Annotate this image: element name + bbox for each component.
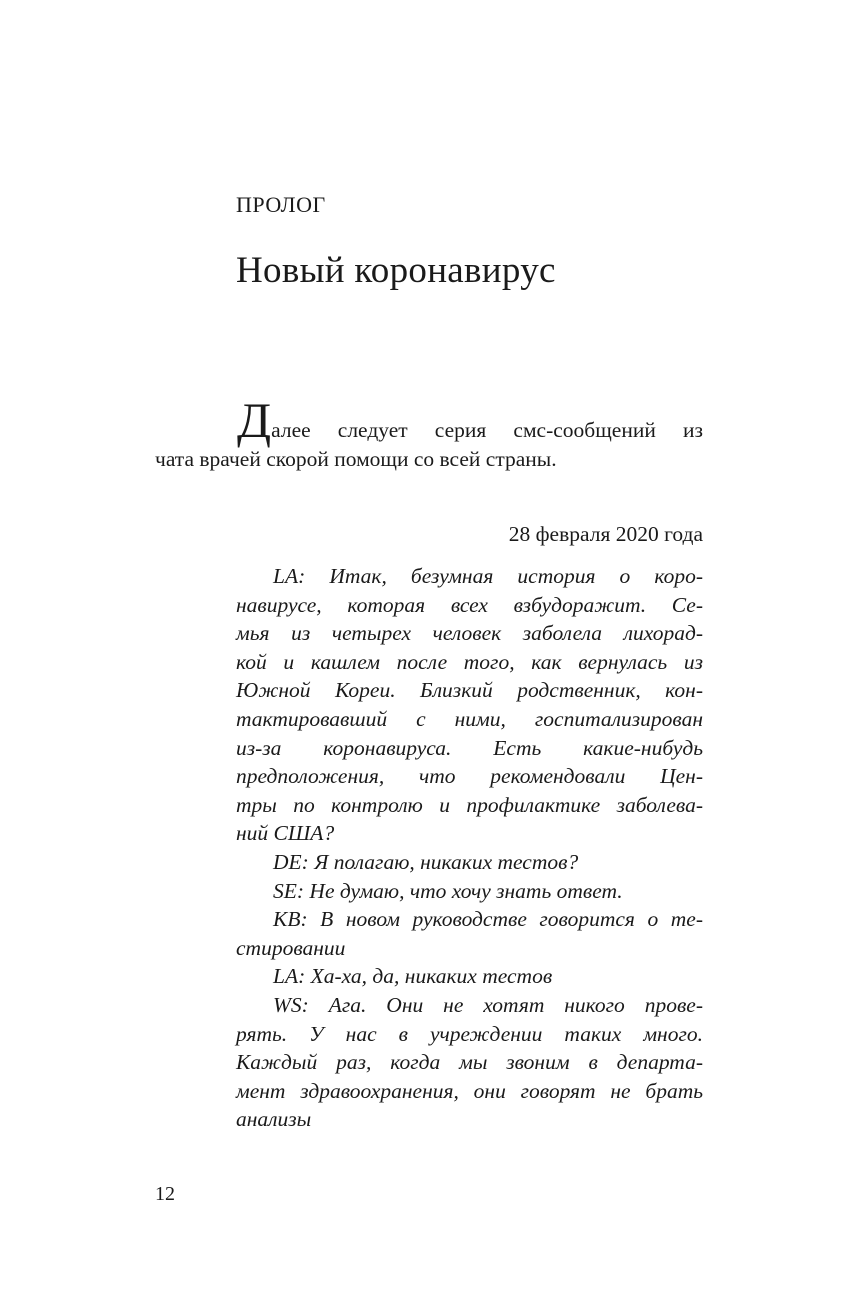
chat-line: ний США? [236,821,335,846]
chat-line: Южной Кореи. Близкий родственник, кон- [236,678,703,703]
chat-line: навирусе, которая всех взбудоражит. Се- [236,592,703,617]
drop-cap: Д [237,392,272,448]
chat-line: WS: Ага. Они не хотят никого прове- [273,992,703,1017]
chat-line: мент здравоохранения, они говорят не брать [236,1078,703,1103]
chat-line: тры по контролю и профилактике заболева- [236,792,703,817]
chat-line: LA: Ха-ха, да, никаких тестов [273,964,553,989]
chat-line: SE: Не думаю, что хочу знать ответ. [273,878,623,903]
chat-transcript [236,562,703,1134]
page-number: 12 [155,1183,175,1205]
chat-line: LA: Итак, безумная история о коро- [273,564,703,588]
intro-line-2: чата врачей скорой помощи со всей страны. [155,447,557,471]
chat-line: KB: В новом руководстве говорится о те- [273,907,703,932]
chat-line: предположения, что рекомендовали Цен- [236,764,703,789]
chat-line: тактировавший с ними, госпитализирован [236,706,703,731]
chat-line: рять. У нас в учреждении таких много. [236,1021,703,1046]
chapter-title: Новый коронавирус [236,250,556,291]
intro-paragraph [155,392,703,474]
intro-line-1-text: алее следует серия смс-сообщений из [271,418,703,442]
chat-line: из-за коронавируса. Есть какие-нибудь [236,735,703,760]
chapter-label: ПРОЛОГ [236,192,326,217]
chat-line: Каждый раз, когда мы звоним в департа- [236,1050,703,1075]
chat-line: анализы [236,1107,312,1132]
chat-line: DE: Я полагаю, никаких тестов? [273,849,579,874]
chat-line: кой и кашлем после того, как вернулась из [236,649,703,674]
message-date: 28 февраля 2020 года [508,522,703,546]
chat-line: стировании [236,935,346,960]
intro-line-1 [155,392,703,448]
chat-line: мья из четырех человек заболела лихорад- [236,621,703,646]
